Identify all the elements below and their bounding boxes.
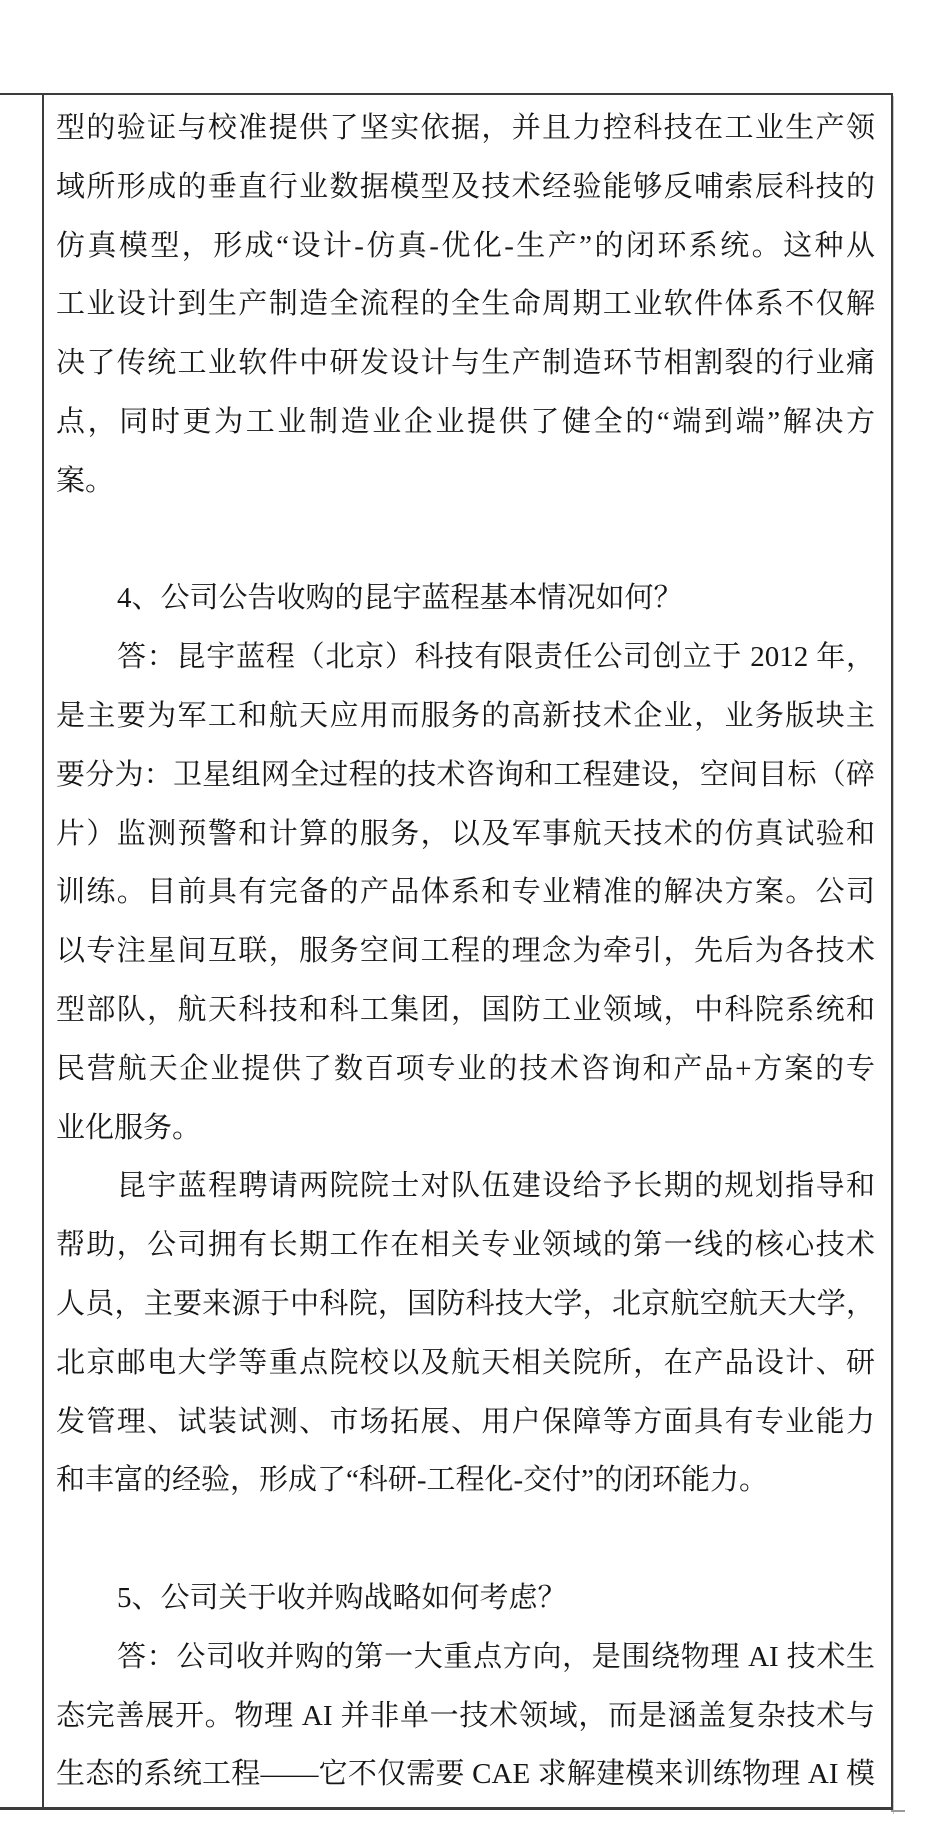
text-line: 人员，主要来源于中科院，国防科技大学，北京航空航天大学， [56,1287,875,1320]
text-line: 4、公司公告收购的昆宇蓝程基本情况如何？ [117,582,683,615]
text-line: 要分为：卫星组网全过程的技术咨询和工程建设，空间目标（碎 [56,758,875,791]
text-line: 域所形成的垂直行业数据模型及技术经验能够反哺索辰科技的 [56,170,875,203]
text-line: 片）监测预警和计算的服务，以及军事航天技术的仿真试验和 [56,817,875,850]
text-line: 业化服务。 [56,1111,202,1144]
text-line: 答：公司收并购的第一大重点方向，是围绕物理 AI 技术生 [117,1640,875,1673]
text-line: 是主要为军工和航天应用而服务的高新技术企业，业务版块主 [56,699,875,732]
text-line: 型部队，航天科技和科工集团，国防工业领域，中科院系统和 [56,993,875,1026]
text-line: 型的验证与校准提供了坚实依据，并且力控科技在工业生产领 [56,112,875,144]
text-line: 和丰富的经验，形成了“科研-工程化-交付”的闭环能力。 [56,1464,769,1497]
table-label-cell [0,95,44,1807]
text-line: 发管理、试装试测、市场拓展、用户保障等方面具有专业能力 [56,1405,875,1438]
text-line: 以专注星间互联，服务空间工程的理念为牵引，先后为各技术 [56,935,875,968]
text-line: 昆宇蓝程聘请两院院士对队伍建设给予长期的规划指导和 [117,1170,875,1203]
text-line: 训练。目前具有完备的产品体系和专业精准的解决方案。公司 [56,876,875,909]
text-line: 点，同时更为工业制造业企业提供了健全的“端到端”解决方 [56,405,875,438]
text-line: 帮助，公司拥有长期工作在相关专业领域的第一线的核心技术 [56,1229,875,1262]
text-line: 态完善展开。物理 AI 并非单一技术领域，而是涵盖复杂技术与 [56,1699,875,1732]
text-line [56,511,875,570]
text-line: 仿真模型，形成“设计-仿真-优化-生产”的闭环系统。这种从 [56,229,875,262]
qa-text-body [56,99,875,1804]
table-border-shadow [893,96,894,1814]
text-line: 工业设计到生产制造全流程的全生命周期工业软件体系不仅解 [56,288,875,321]
text-line: 答：昆宇蓝程（北京）科技有限责任公司创立于 2012 年， [117,641,875,674]
table-border-shadow-corner [891,1810,905,1812]
text-line: 案。 [56,464,115,497]
text-line: 北京邮电大学等重点院校以及航天相关院所，在产品设计、研 [56,1346,875,1379]
text-line: 5、公司关于收并购战略如何考虑？ [117,1581,567,1614]
text-line: 民营航天企业提供了数百项专业的技术咨询和产品+方案的专 [56,1052,875,1085]
text-line [56,1510,875,1569]
text-line: 决了传统工业软件中研发设计与生产制造环节相割裂的行业痛 [56,347,875,380]
text-line: 生态的系统工程——它不仅需要 CAE 求解建模来训练物理 AI 模 [56,1758,875,1791]
